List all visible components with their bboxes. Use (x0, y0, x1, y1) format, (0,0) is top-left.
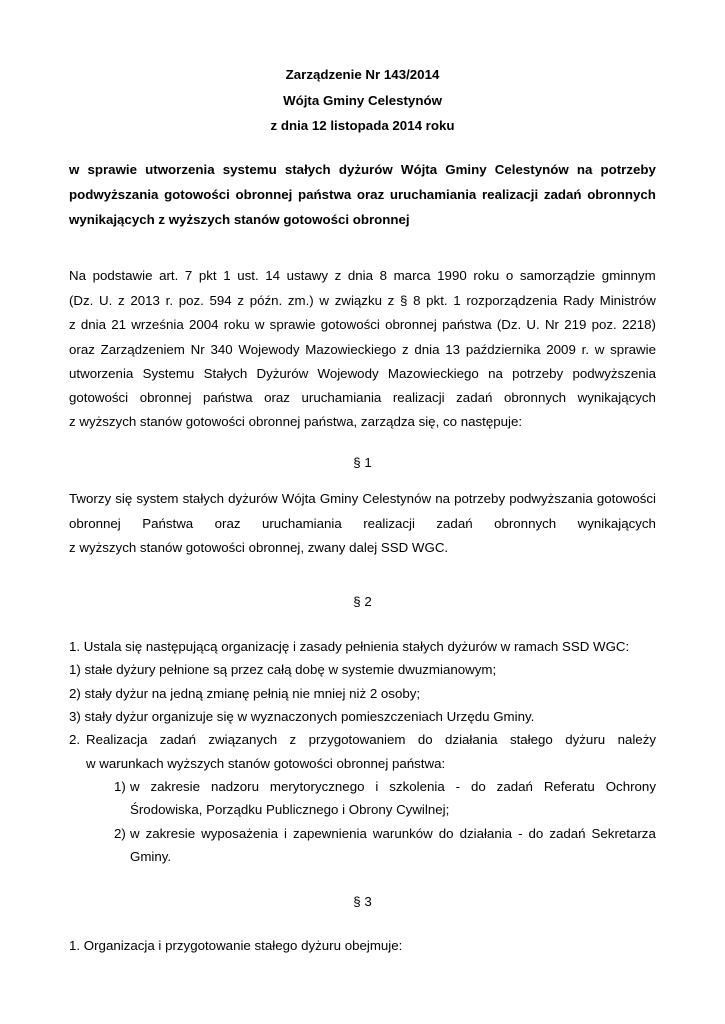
word: uruchamiania (261, 516, 342, 531)
word: wyposażenia (201, 826, 278, 841)
word: oraz (264, 390, 290, 405)
preamble-line-5 (69, 366, 656, 382)
word: utworzenia (145, 162, 215, 177)
word: stałego (509, 732, 553, 747)
section-1-line-1 (69, 491, 656, 507)
word: nadzoru (210, 779, 259, 794)
word: Wójta (281, 491, 316, 506)
word: pkt. (426, 293, 448, 308)
word: 2218) (621, 317, 656, 332)
word: Systemu (142, 366, 195, 381)
word: obronnej (139, 390, 192, 405)
section-3-item-1: 1. Organizacja i przygotowanie stałego dyżuru obejmuje: (69, 938, 403, 953)
word: października (465, 342, 541, 357)
word: Mazowieckiego (387, 366, 479, 381)
word: państwa (442, 317, 492, 332)
word: utworzenia (69, 366, 134, 381)
word: państwa (298, 187, 352, 202)
word: na (576, 162, 593, 177)
document-title: Zarządzenie Nr 143/2014 (285, 67, 440, 82)
word: ust. (237, 268, 259, 283)
section-2-item-2-sub-1-line-1 (130, 779, 656, 795)
word: Gminy (319, 491, 359, 506)
word: obronnej (385, 317, 437, 332)
section-2-item-1: 1. Ustala się następującą organizację i zasady pełnienia stałych dyżurów w ramach SSD WGC: (69, 639, 630, 654)
word: potrzeby (600, 162, 656, 177)
word: - (518, 826, 523, 841)
subject-line-1 (69, 162, 656, 178)
word: państwa (203, 390, 253, 405)
word: w (69, 162, 80, 177)
word: potrzeby (512, 366, 564, 381)
word: gminnym (601, 268, 656, 283)
word: 340 (210, 342, 233, 357)
word: należy (617, 732, 656, 747)
section-2-item-2-sub-2-line-1 (130, 826, 656, 842)
word: 8 (413, 293, 421, 308)
word: Celestynów (494, 162, 569, 177)
word: podstawie (92, 268, 153, 283)
word: gotowości (69, 390, 129, 405)
word: Tworzy (69, 491, 112, 506)
word: 14 (265, 268, 281, 283)
word: z (401, 342, 409, 357)
word: do (417, 732, 433, 747)
word: gotowości (164, 187, 230, 202)
word: 1 (223, 268, 231, 283)
word: dnia (347, 268, 374, 283)
word: oraz (214, 516, 241, 531)
word: zadań (456, 390, 493, 405)
section-2-sub-2: 2) stały dyżur na jedną zmianę pełnią nie mniej niż 2 osoby; (69, 686, 421, 701)
word: wynikających (577, 516, 656, 531)
section-2-item-2-line-1 (86, 732, 656, 748)
word: podwyższania (69, 187, 159, 202)
word: zadań (549, 826, 586, 841)
subject-line-2 (69, 187, 656, 203)
word: Ochrony (605, 779, 656, 794)
word: obronnych (503, 390, 567, 405)
word: w (319, 293, 330, 308)
word: Wójta (400, 162, 438, 177)
word: związku (334, 293, 382, 308)
word: do (438, 826, 454, 841)
word: uruchamiania (389, 187, 477, 202)
section-2-sub-3: 3) stały dyżur organizuje się w wyznaczonych pomieszczeniach Urzędu Gminy. (69, 709, 535, 724)
word: Celestynów (362, 491, 432, 506)
word: U. (526, 317, 540, 332)
section-1-line-2 (69, 516, 656, 532)
word: w (594, 342, 605, 357)
word: Na (69, 268, 86, 283)
document-issuer: Wójta Gminy Celestynów (283, 93, 442, 108)
word: Nr (190, 342, 205, 357)
word: gotowości (320, 317, 380, 332)
word: sprawie (87, 162, 138, 177)
word: z (69, 317, 76, 332)
section-2-item-2-sub-1-number: 1) (114, 779, 126, 794)
section-2-sub-1: 1) stałe dyżury pełnione są przez całą dobę w systemie dwuzmianowym; (69, 662, 497, 677)
word: obronnych (587, 187, 656, 202)
word: 8 (379, 268, 388, 283)
word: gotowości (596, 491, 656, 506)
word: września (131, 317, 184, 332)
word: podwyższania (509, 491, 593, 506)
word: działania (459, 826, 513, 841)
word: Ministrów (599, 293, 656, 308)
word: do (528, 826, 544, 841)
word: w (254, 317, 265, 332)
word: marca (393, 268, 431, 283)
word: samorządzie (519, 268, 596, 283)
word: - (455, 779, 461, 794)
section-2-heading: § 2 (353, 594, 372, 609)
word: z (237, 293, 245, 308)
word: zm.) (287, 293, 314, 308)
section-2-item-2-sub-2-number: 2) (114, 826, 126, 841)
word: Państwa (142, 516, 194, 531)
section-2-item-2-number: 2. (69, 732, 81, 747)
word: 219 (564, 317, 587, 332)
word: obronnej (235, 187, 293, 202)
word: pkt (198, 268, 217, 283)
word: z (387, 293, 395, 308)
word: obronnej (69, 516, 121, 531)
word: art. (159, 268, 179, 283)
preamble-line-1 (69, 268, 656, 284)
word: późn. (249, 293, 283, 308)
word: potrzeby (454, 491, 506, 506)
preamble-line-6 (69, 390, 656, 406)
word: Wojewody (238, 342, 300, 357)
word: realizacji (482, 187, 539, 202)
word: 1 (453, 293, 461, 308)
word: Nr (544, 317, 559, 332)
word: podwyższenia (572, 366, 656, 381)
word: realizacji (363, 516, 415, 531)
word: w (130, 826, 140, 841)
word: rozporządzenia (466, 293, 558, 308)
word: 7 (184, 268, 193, 283)
word: zakresie (150, 779, 201, 794)
word: do (470, 779, 486, 794)
word: się (115, 491, 133, 506)
word: dnia (414, 342, 440, 357)
word: zadań (159, 732, 196, 747)
word: dnia (80, 317, 107, 332)
word: Gminy (445, 162, 487, 177)
section-1-heading: § 1 (353, 455, 372, 470)
word: przygotowaniem (308, 732, 406, 747)
word: uruchamiania (301, 390, 382, 405)
section-3-heading: § 3 (353, 894, 372, 909)
word: obronnych (494, 516, 557, 531)
word: r. (165, 293, 174, 308)
word: system (136, 491, 179, 506)
word: działania (445, 732, 498, 747)
section-2-item-2-sub-2-line-2: Gminy. (130, 849, 172, 864)
word: z (118, 293, 125, 308)
word: zadań (436, 516, 473, 531)
word: związanych (208, 732, 278, 747)
word: oraz (356, 187, 385, 202)
word: 13 (445, 342, 461, 357)
word: r. (581, 342, 590, 357)
word: Mazowieckiego (305, 342, 397, 357)
preamble-line-2 (69, 293, 656, 309)
word: (Dz. (69, 293, 94, 308)
word: § (400, 293, 408, 308)
word: zadań (496, 779, 533, 794)
word: Dyżurów (256, 366, 309, 381)
word: zapewnienia (292, 826, 367, 841)
word: i (284, 826, 287, 841)
word: zakresie (145, 826, 196, 841)
word: stałych (284, 162, 331, 177)
section-2-item-2-line-2: w warunkach wyższych stanów gotowości obronnej państwa: (86, 756, 446, 771)
word: dyżurów (228, 491, 278, 506)
word: Zarządzeniem (100, 342, 185, 357)
word: Referatu (543, 779, 595, 794)
word: poz. (591, 317, 617, 332)
word: oraz (69, 342, 95, 357)
word: Stałych (203, 366, 248, 381)
word: systemu (222, 162, 277, 177)
preamble-line-3 (69, 317, 656, 333)
word: 1990 (437, 268, 467, 283)
word: 2013 (130, 293, 160, 308)
word: 2009 (546, 342, 576, 357)
word: realizacji (392, 390, 445, 405)
word: szkolenia (389, 779, 445, 794)
word: sprawie (610, 342, 656, 357)
word: sprawie (269, 317, 316, 332)
word: zadań (543, 187, 582, 202)
word: wynikających (577, 390, 656, 405)
word: dyżurów (338, 162, 393, 177)
word: roku (473, 268, 500, 283)
word: 2004 (188, 317, 219, 332)
word: Wojewody (317, 366, 379, 381)
word: ustawy (286, 268, 329, 283)
word: Sekretarza (591, 826, 656, 841)
word: z (334, 268, 342, 283)
word: i (375, 779, 379, 794)
word: (Dz. (496, 317, 522, 332)
preamble-line-4 (69, 342, 656, 358)
preamble-line-7: z wyższych stanów gotowości obronnej państwa, zarządza się, co następuje: (69, 414, 523, 429)
section-2-item-2-sub-1-line-2: Środowiska, Porządku Publicznego i Obrony Cywilnej; (130, 802, 450, 817)
word: poz. (178, 293, 204, 308)
subject-line-3: wynikających z wyższych stanów gotowości obronnej (69, 212, 410, 227)
word: dyżuru (565, 732, 606, 747)
document-date: z dnia 12 listopada 2014 roku (270, 118, 455, 133)
word: Rady (562, 293, 594, 308)
word: Realizacja (86, 732, 148, 747)
word: na (488, 366, 503, 381)
word: stałych (182, 491, 224, 506)
word: o (505, 268, 514, 283)
word: 594 (209, 293, 232, 308)
word: na (435, 491, 450, 506)
word: z (289, 732, 297, 747)
word: roku (223, 317, 250, 332)
section-1-line-3: z wyższych stanów gotowości obronnej, zwany dalej SSD WGC. (69, 540, 449, 555)
word: 21 (111, 317, 127, 332)
word: warunków (372, 826, 433, 841)
word: U. (99, 293, 113, 308)
word: merytorycznego (269, 779, 365, 794)
word: w (130, 779, 140, 794)
